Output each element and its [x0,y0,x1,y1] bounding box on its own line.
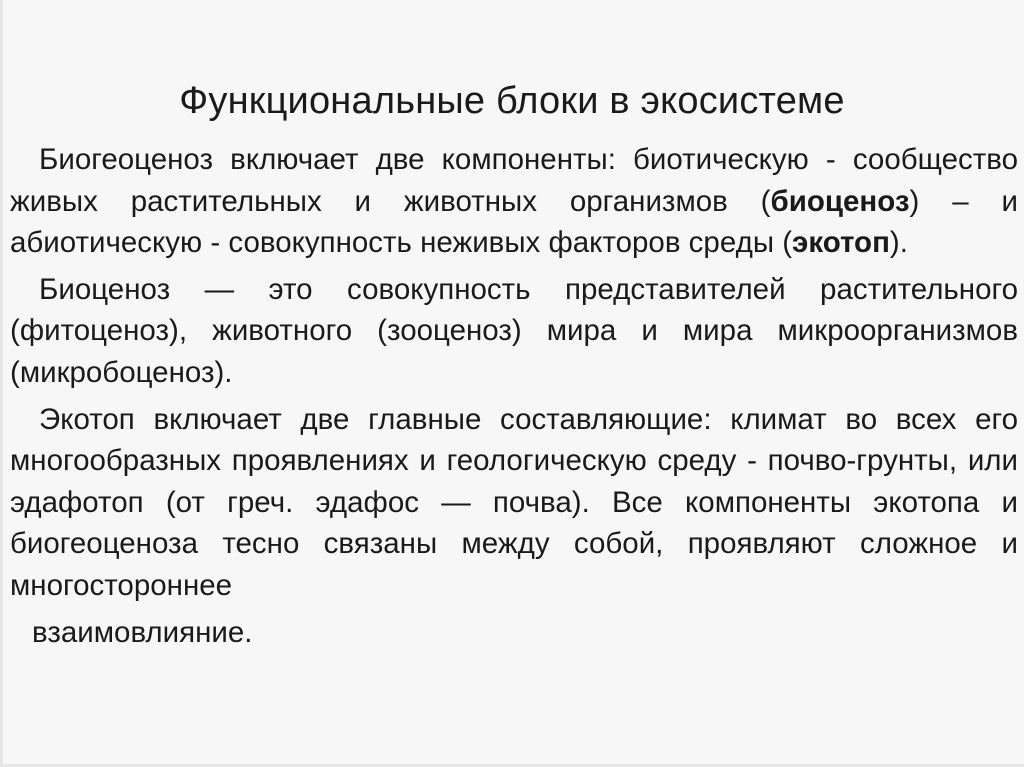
paragraph-text: ) – и абиотическую - совокупность неживых факторов среды ( [10,184,1018,260]
paragraph-biocenosis: Биоценоз — это совокупность представителей растительного (фитоценоз), животного (зооценоз) мира и мира микроорганизмов (микробоценоз). [10,272,1018,389]
slide-body [10,139,1018,653]
slide-title: Функциональные блоки в экосистеме [179,80,845,122]
term-biocenosis: биоценоз [770,184,910,218]
term-ecotope: экотоп [792,226,890,260]
paragraph-biogeocenosis [10,139,1018,264]
paragraph-text: Биогеоценоз включает две компоненты: биотическую - сообщество живых растительных и животных организмов ( [10,143,1018,218]
paragraph-ecotope: Экотоп включает две главные составляющие: климат во всех его многообразных проявлениях и геологическую среду - почво-грунты, или эдафотоп (от греч. эдафос — почва). Все компоненты экотопа и биогеоценоза тесно связаны между собой, проявляют сложное и многостороннее [10,402,1018,602]
paragraph-ecotope-closing: взаимовлияние. [32,615,253,649]
paragraph-text: ). [889,226,908,260]
